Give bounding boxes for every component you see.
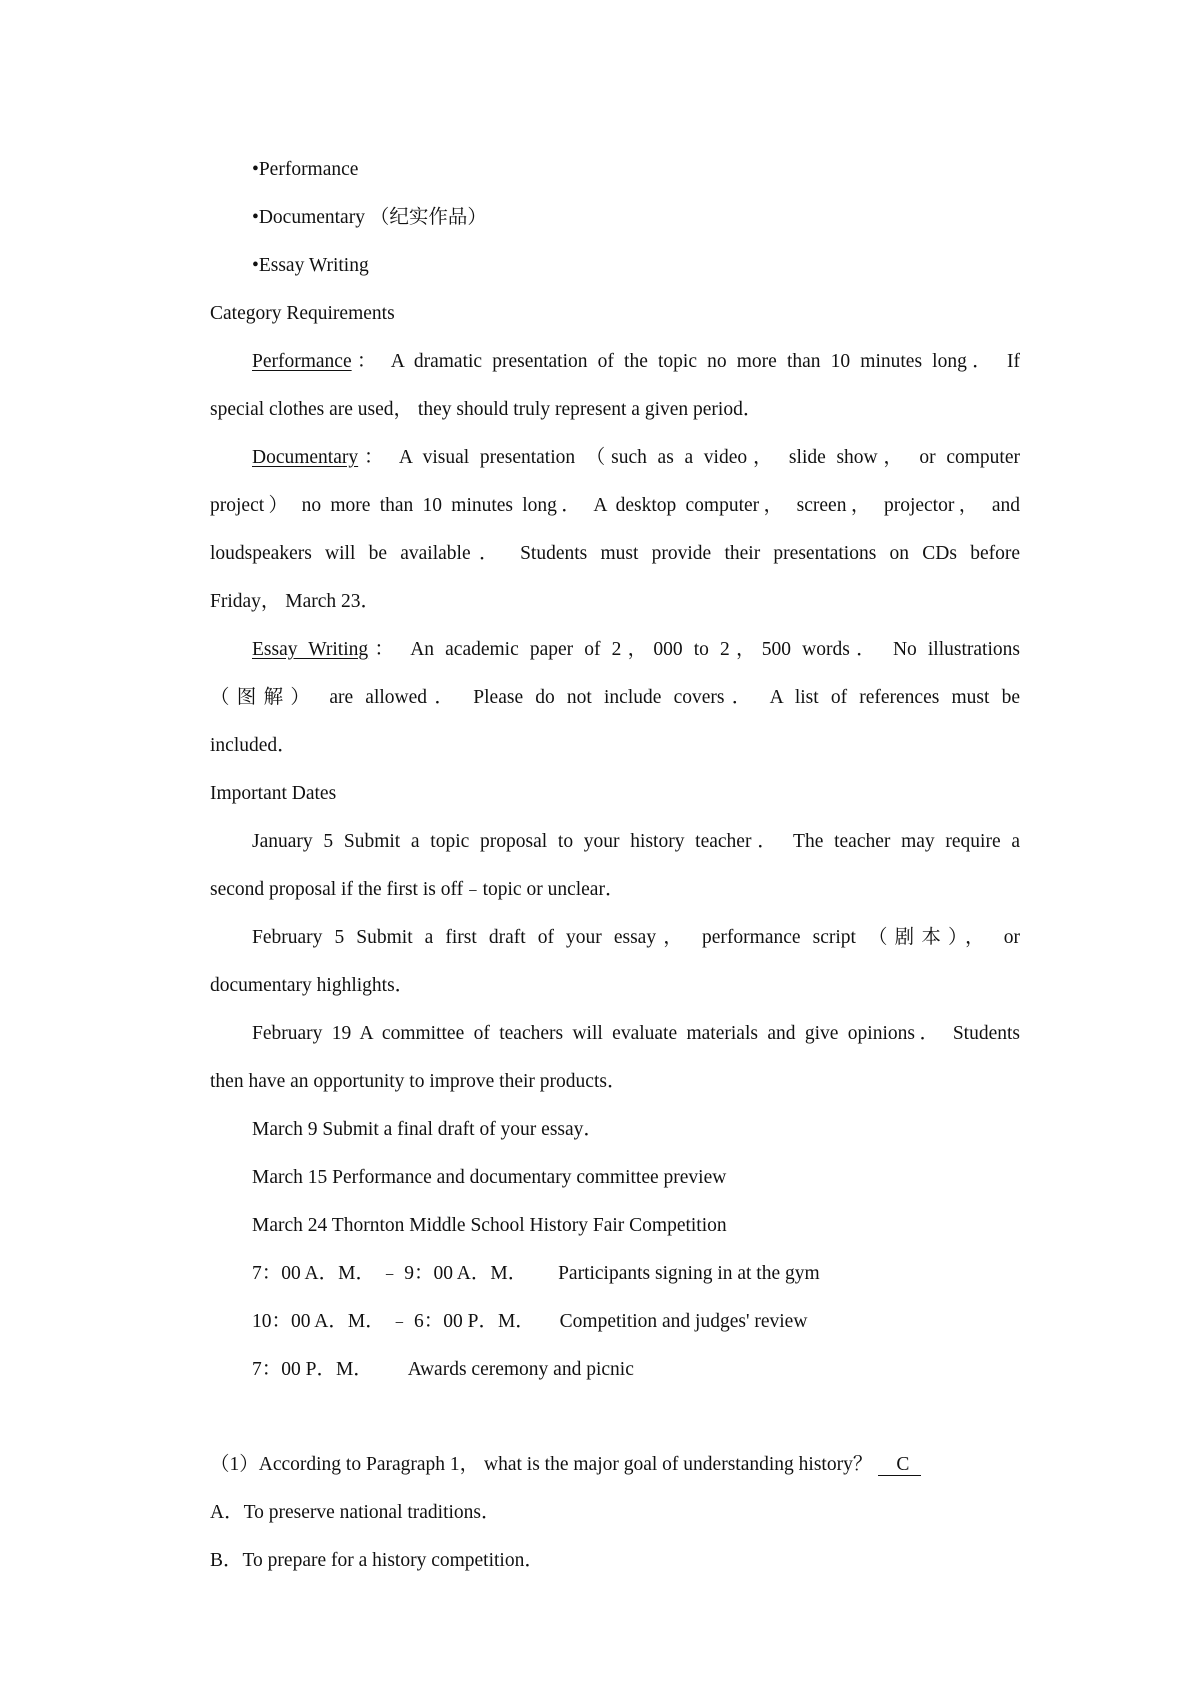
date-feb5-line-1: February 5 Submit a first draft of your essay， performance script （剧本）， or (252, 927, 1020, 948)
schedule-event: Awards ceremony and picnic (407, 1359, 634, 1380)
category-item-documentary: •Documentary （纪实作品） (252, 207, 487, 228)
date-jan5-line-2: second proposal if the first is off﹣topic or unclear． (210, 879, 625, 900)
category-item-essay: •Essay Writing (252, 255, 369, 276)
option-b: B．To prepare for a history competition． (210, 1550, 544, 1571)
date-feb5-line-2: documentary highlights． (210, 975, 415, 996)
schedule-time: 7：00 A．M． ﹣ 9：00 A．M． (252, 1263, 528, 1284)
essay-text-1: An academic paper of 2，000 to 2，500 words． No illustrations (410, 639, 1020, 660)
date-mar24: March 24 Thornton Middle School History Fair Competition (252, 1215, 727, 1236)
date-mar15: March 15 Performance and documentary committee preview (252, 1167, 727, 1188)
date-feb19-line-1: February 19 A committee of teachers will evaluate materials and give opinions． Students (252, 1023, 1020, 1044)
performance-text-1: A dramatic presentation of the topic no more than 10 minutes long． If (390, 351, 1020, 372)
option-a: A．To preserve national traditions． (210, 1502, 501, 1523)
documentary-requirement-line-1 (252, 446, 1020, 470)
schedule-time: 10：00 A．M． ﹣ 6：00 P．M． (252, 1311, 535, 1332)
category-item-performance: •Performance (252, 159, 359, 180)
performance-requirement-line-1 (252, 350, 1020, 374)
documentary-label: Documentary (252, 447, 359, 468)
date-feb19-line-2: then have an opportunity to improve their products． (210, 1071, 627, 1092)
essay-colon: ： (368, 639, 401, 660)
schedule-event: Competition and judges' review (559, 1311, 808, 1332)
schedule-row (252, 1262, 1020, 1286)
documentary-requirement-line-2: project） no more than 10 minutes long． A desktop computer， screen， projector， and (210, 495, 1020, 516)
performance-label: Performance (252, 351, 352, 372)
date-mar9: March 9 Submit a final draft of your essay． (252, 1119, 603, 1140)
documentary-colon: ： (358, 447, 390, 468)
question-1 (210, 1453, 1020, 1477)
answer-blank: C (878, 1455, 921, 1476)
schedule-row (252, 1310, 1020, 1334)
date-jan5-line-1: January 5 Submit a topic proposal to your history teacher． The teacher may require a (252, 831, 1020, 852)
schedule-time: 7：00 P．M． (252, 1359, 373, 1380)
essay-requirement-line-1 (252, 638, 1020, 662)
performance-colon: ： (351, 351, 382, 372)
documentary-requirement-line-4: Friday， March 23． (210, 591, 381, 612)
essay-label: Essay Writing (252, 639, 369, 660)
documentary-text-1: A visual presentation （such as a video， slide show， or computer (398, 447, 1020, 468)
essay-requirement-line-2: （图解） are allowed． Please do not include covers． A list of references must be (210, 687, 1020, 708)
category-requirements-heading: Category Requirements (210, 303, 395, 324)
essay-requirement-line-3: included． (210, 735, 297, 756)
schedule-row (252, 1358, 1020, 1382)
performance-requirement-line-2: special clothes are used， they should truly represent a given period． (210, 399, 763, 420)
question-text: （1）According to Paragraph 1， what is the major goal of understanding history？ (210, 1454, 873, 1475)
documentary-requirement-line-3: loudspeakers will be available． Students must provide their presentations on CDs before (210, 543, 1020, 564)
schedule-event: Participants signing in at the gym (558, 1263, 820, 1284)
important-dates-heading: Important Dates (210, 783, 337, 804)
